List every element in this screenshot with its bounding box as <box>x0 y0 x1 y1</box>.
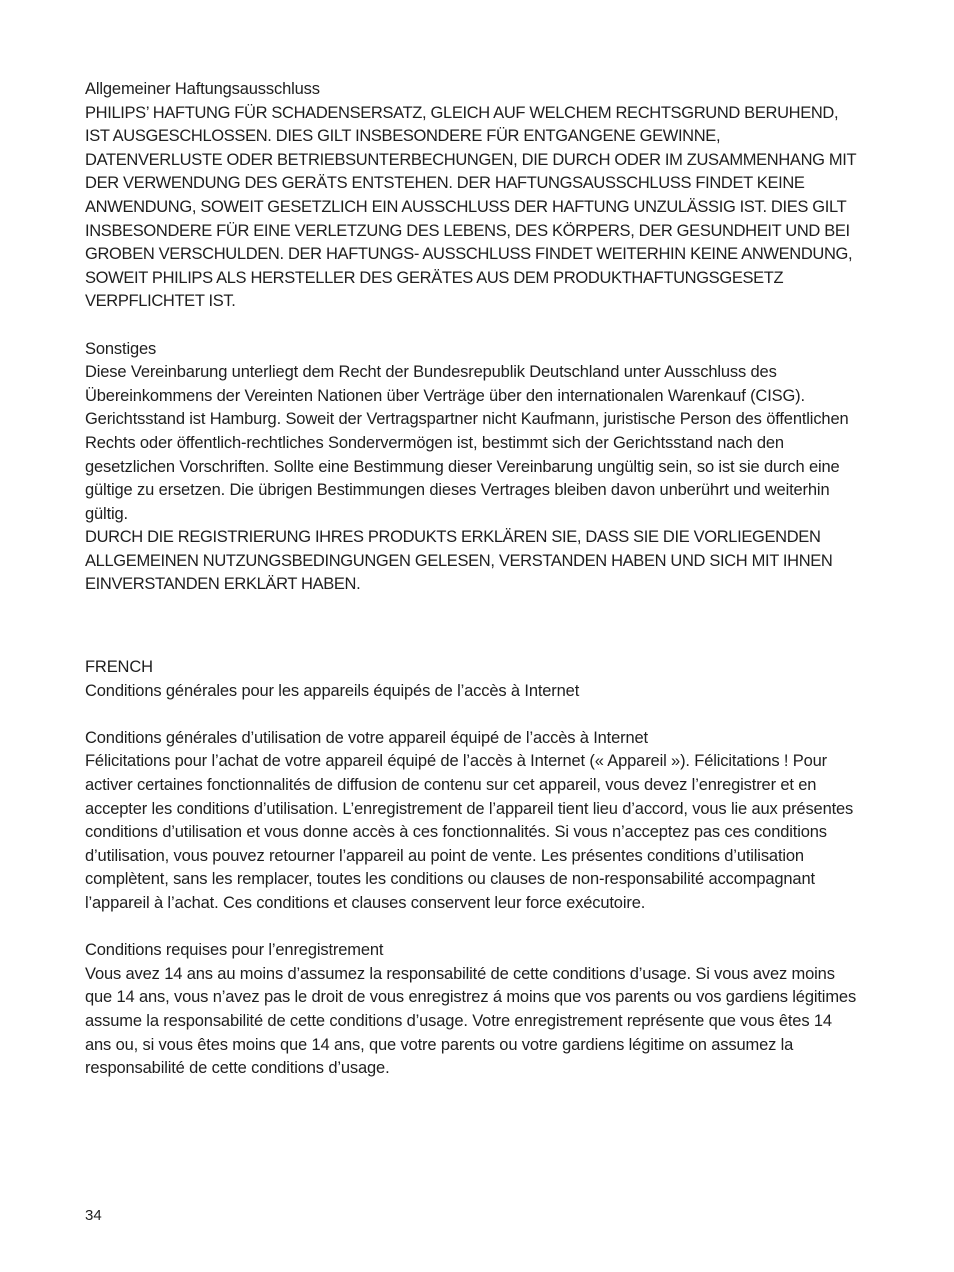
french-language-label: FRENCH <box>85 658 153 677</box>
terms-body: Félicitations pour l’achat de votre appareil équipé de l’accès à Internet (« Appareil »). Félicitations ! Pour activer certaines fonctionnalités de diffusion de contenu sur cet appareil, vous devez l’enregistrer et en accepter les conditions d’utilisation. L’enregistrement de l’appareil tient lieu d’accord, vous lie aux présentes conditions d’utilisation et vous donne accès à ces fonctionnalités. Si vous n’acceptez pas ces conditions d’utilisation, vous pouvez retourner l’appareil au point de vente. Les présentes conditions d’utilisation complètent, sans les remplacer, toutes les conditions ou clauses de non-responsabilité accompagnant l’appareil à l’achat. Ces conditions et clauses conservent leur force exécutoire. <box>85 752 854 912</box>
misc-section <box>85 338 860 598</box>
terms-section <box>85 727 860 916</box>
disclaimer-body: PHILIPS’ HAFTUNG FÜR SCHADENSERSATZ, GLEICH AUF WELCHEM RECHTSGRUND BERUHEND, IST AUSGESCHLOSSEN. DIES GILT INSBESONDERE FÜR ENTGANGENE GEWINNE, DATENVERLUSTE ODER BETRIEBSUNTERBECHUNGEN, DIE DURCH ODER IM ZUSAMMENHANG MIT DER VERWENDUNG DES GERÄTS ENTSTEHEN. DER HAFTUNGSAUSSCHLUSS FINDET KEINE ANWENDUNG, SOWEIT GESETZLICH EIN AUSSCHLUSS DER HAFTUNG UNZULÄSSIG IST. DIES GILT INSBESONDERE FÜR EINE VERLETZUNG DES LEBENS, DES KÖRPERS, DER GESUNDHEIT UND BEI GROBEN VERSCHULDEN. DER HAFTUNGS- AUSSCHLUSS FINDET WEITERHIN KEINE ANWENDUNG, SOWEIT PHILIPS ALS HERSTELLER DES GERÄTES AUS DEM PRODUKTHAFTUNGSGESETZ VERPFLICHTET IST. <box>85 103 856 311</box>
misc-closing: DURCH DIE REGISTRIERUNG IHRES PRODUKTS ERKLÄREN SIE, DASS SIE DIE VORLIEGENDEN ALLGEMEINEN NUTZUNGSBEDINGUNGEN GELESEN, VERSTANDEN HABEN UND SICH MIT IHNEN EINVERSTANDEN ERKLÄRT HABEN. <box>85 528 833 594</box>
misc-heading: Sonstiges <box>85 339 157 358</box>
registration-section <box>85 939 860 1081</box>
disclaimer-heading: Allgemeiner Haftungsausschluss <box>85 80 320 98</box>
disclaimer-section <box>85 78 860 314</box>
french-document-title: Conditions générales pour les appareils équipés de l’accès à Internet <box>85 681 580 700</box>
registration-heading: Conditions requises pour l’enregistrement <box>85 941 384 960</box>
terms-heading: Conditions générales d’utilisation de votre appareil équipé de l’accès à Internet <box>85 728 648 747</box>
document-page <box>85 78 860 1081</box>
french-header <box>85 656 860 703</box>
registration-body: Vous avez 14 ans au moins d’assumez la responsabilité de cette conditions d’usage. Si vous avez moins que 14 ans, vous n’avez pas le droit de vous enregistrez á moins que vos parents ou vos gardiens légitimes assume la responsabilité de cette conditions d’usage. Votre enregistrement représente que vous êtes 14 ans ou, si vous êtes moins que 14 ans, que votre parents ou votre gardiens légitime on assumez la responsabilité de cette conditions d’usage. <box>85 964 857 1078</box>
misc-body: Diese Vereinbarung unterliegt dem Recht der Bundesrepublik Deutschland unter Ausschluss des Übereinkommens der Vereinten Nationen über Verträge über den internationalen Warenkauf (CISG). Gerichtsstand ist Hamburg. Soweit der Vertragspartner nicht Kaufmann, juristische Person des öffentlichen Rechts oder öffentlich-rechtliches Sondervermögen ist, bestimmt sich der Gerichtsstand nach den gesetzlichen Vorschriften. Sollte eine Bestimmung dieser Vereinbarung ungültig sein, so ist sie durch eine gültige zu ersetzen. Die übrigen Bestimmungen dieses Vertrages bleiben davon unberührt und weiterhin gültig. <box>85 363 849 523</box>
page-number: 34 <box>85 1207 102 1224</box>
